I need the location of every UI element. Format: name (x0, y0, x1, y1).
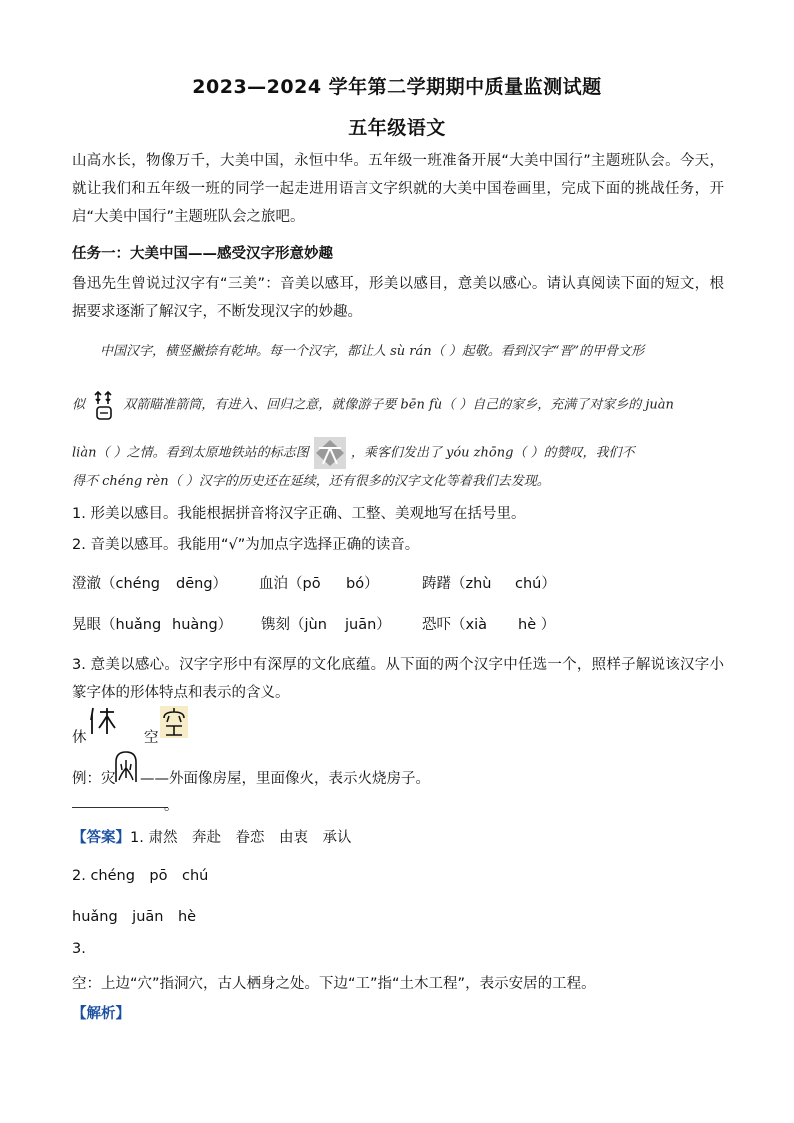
page-title: 2023—2024 学年第二学期期中质量监测试题 (192, 76, 602, 98)
question-1: 1. 形美以感目。我能根据拼音将汉字正确、工整、美观地写在括号里。 (72, 506, 526, 522)
answer-1-text: 1. 肃然 奔赴 眷恋 由衷 承认 (130, 830, 352, 846)
passage-line-3 (72, 436, 635, 470)
answer-line-1 (72, 826, 351, 847)
question-2: 2. 音美以感耳。我能用“√”为加点字选择正确的读音。 (72, 537, 420, 553)
q3-example-prefix: 例：灾 (72, 771, 116, 787)
q3-example-explanation: ——外面像房屋，里面像火，表示火烧房子。 (140, 771, 430, 787)
page-subtitle: 五年级语文 (348, 117, 446, 139)
q2-item-2-option: bó） (346, 576, 379, 592)
analysis-label: 【解析】 (72, 1006, 130, 1022)
q2-item-4-option: huàng） (172, 617, 233, 633)
q2-item-5-option: juān） (345, 617, 391, 633)
xiu-seal-glyph (88, 706, 116, 740)
passage-line-2 (72, 390, 674, 420)
answer-2-line-2: huǎng juān hè (72, 909, 197, 925)
intro-paragraph: 山高水长，物像万千，大美中国，永恒中华。五年级一班准备开展“大美中国行”主题班队会。今天，就让我们和五年级一班的同学一起走进用语言文字织就的大美中国卷画里，完成下面的挑战任务，开启“大美中国行”主题班队会之旅吧。 (72, 153, 724, 225)
q2-item-6: 恐吓（xià (422, 617, 487, 633)
q2-item-5: 镌刻（jùn (261, 617, 327, 633)
answer-2-line-1: 2. chéng pō chú (72, 868, 209, 884)
q2-item-4: 晃眼（huǎng (72, 617, 162, 633)
passage-line-2-end: 双箭瞄准箭筒，有进入、回归之意，就像游子要 bēn fù（ ）自己的家乡，充满了对家乡的 juàn (123, 397, 674, 413)
passage-line-3-end: ，乘客们发出了 yóu zhōng（ ）的赞叹，我们不 (350, 445, 635, 461)
passage-line-2-start: 似 (72, 397, 86, 413)
q3-choice-kong: 空 (144, 730, 159, 746)
q2-item-2: 血泊（pō (259, 576, 321, 592)
q3-choices (72, 706, 272, 746)
jin-oracle-bone-glyph (93, 390, 115, 420)
q2-item-3: 踌躇（zhù (422, 576, 492, 592)
q3-choice-xiu: 休 (72, 730, 87, 746)
task1-heading: 任务一：大美中国——感受汉字形意妙趣 (72, 246, 333, 262)
answer-label: 【答案】 (72, 830, 130, 846)
question-3: 3. 意美以感心。汉字字形中有深厚的文化底蕴。从下面的两个汉字中任选一个，照样子解说该汉字小篆字体的形体特点和表示的含义。 (72, 657, 724, 701)
q2-item-3-option: chú） (515, 576, 556, 592)
passage-line-3-start: liàn（ ）之情。看到太原地铁站的标志图 (72, 445, 309, 461)
q3-blank-period: 。 (164, 798, 179, 814)
q3-example (72, 750, 552, 786)
task1-description: 鲁迅先生曾说过汉字有“三美”：音美以感耳，形美以感目，意美以感心。请认真阅读下面的短文，根据要求逐渐了解汉字，不断发现汉字的妙趣。 (72, 276, 724, 320)
q3-answer-blank (72, 805, 168, 808)
answer-3-text: 空：上边“穴”指洞穴，古人栖身之处。下边“工”指“土木工程”，表示安居的工程。 (72, 976, 596, 992)
reading-passage (72, 340, 724, 500)
q2-item-1: 澄澈（chéng (72, 576, 160, 592)
q2-item-1-option: dēng） (176, 576, 228, 592)
zai-seal-glyph (114, 750, 138, 788)
kong-seal-glyph (160, 706, 188, 742)
passage-line-4: 得不 chéng rèn（ ）汉字的历史还在延续，还有很多的汉字文化等着我们去发现。 (72, 474, 550, 489)
q2-item-6-option: hè ） (518, 617, 556, 633)
passage-line-1: 中国汉字，横竖撇捺有乾坤。每一个汉字，都让人 sù rán（ ）起敬。看到汉字“晋”的甲骨文形 (100, 344, 645, 359)
taiyuan-metro-logo-icon (313, 436, 347, 470)
answer-3-number: 3. (72, 941, 86, 957)
